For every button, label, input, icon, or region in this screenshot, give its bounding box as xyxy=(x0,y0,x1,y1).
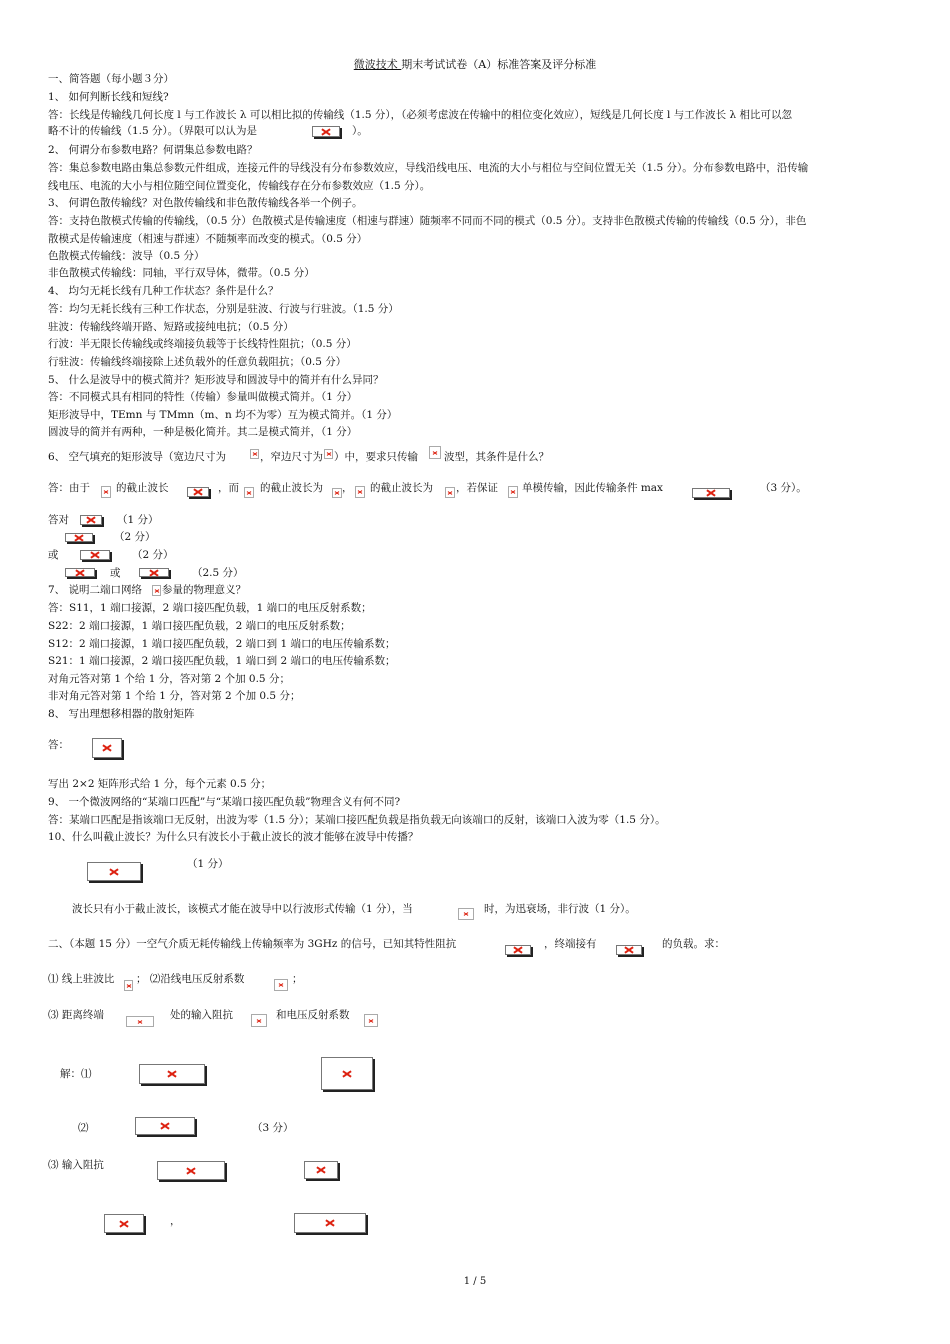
question-6: 6、 空气填充的矩形波导（宽边尺寸为 xyxy=(48,451,227,463)
formula-image xyxy=(251,1014,267,1027)
answer-text: 答：集总参数电路由集总参数元件组成，连接元件的导线没有分布参数效应，导线沿线电压、电流的大小与相位与空间位置无关（1.5 分）。分布参数电路中，沿传输 xyxy=(48,162,809,174)
formula-image xyxy=(505,945,531,955)
answer-text: 非对角元答对第 1 个给 1 分，答对第 2 个加 0.5 分； xyxy=(48,690,301,702)
score-text: （3 分） xyxy=(252,1122,294,1134)
formula-image xyxy=(304,1161,338,1179)
formula-image xyxy=(324,449,333,459)
answer-text: S21：1 端口接源，2 端口接匹配负载，1 端口到 2 端口的电压传输系数； xyxy=(48,655,396,667)
formula-image xyxy=(250,449,259,459)
formula-image xyxy=(355,486,365,498)
formula-image xyxy=(429,446,441,459)
section-2-text: 的负载。求： xyxy=(662,938,725,950)
answer-text: 驻波：传输线终端开路、短路或接纯电抗；（0.5 分） xyxy=(48,321,294,333)
formula-image xyxy=(312,126,340,137)
answer-text: 波长只有小于截止波长，该模式才能在波导中以行波形式传输（1 分），当 xyxy=(72,903,413,915)
formula-image xyxy=(152,585,161,596)
answer-text: ）。 xyxy=(352,125,368,137)
answer-text: 色散模式传输线：波导（0.5 分） xyxy=(48,250,205,262)
sub-question: ⑶ 距离终端 xyxy=(48,1009,104,1021)
formula-image xyxy=(274,979,288,991)
solution-label: ⑶ 输入阻抗 xyxy=(48,1159,104,1171)
question-7: 7、 说明二端口网络 xyxy=(48,584,143,596)
sub-question: ⑴ 线上驻波比 xyxy=(48,973,115,985)
formula-image xyxy=(139,568,169,577)
answer-text: 线电压、电流的大小与相位随空间位置变化，传输线存在分布参数效应（1.5 分）。 xyxy=(48,180,431,192)
question-1: 1、 如何判断长线和短线? xyxy=(48,91,169,103)
question-8: 8、 写出理想移相器的散射矩阵 xyxy=(48,708,195,720)
formula-image xyxy=(616,945,642,955)
answer-text: （3 分）。 xyxy=(760,482,807,494)
answer-text: 略不计的传输线（1.5 分）。（界限可以认为是 xyxy=(48,125,258,137)
answer-text: 的截止波长为 xyxy=(370,482,433,494)
question-2: 2、 何谓分布参数电路？何谓集总参数电路？ xyxy=(48,144,258,156)
formula-image xyxy=(445,487,455,498)
sub-question: ； xyxy=(292,973,303,985)
answer-text: ，若保证 xyxy=(456,482,498,494)
answer-text: （1 分） xyxy=(117,514,159,526)
formula-image xyxy=(157,1161,225,1180)
answer-text: S12：2 端口接源，1 端口接匹配负载，2 端口到 1 端口的电压传输系数； xyxy=(48,638,396,650)
answer-text: 行波：半无限长传输线或终端接负载等于长线特性阻抗；（0.5 分） xyxy=(48,338,357,350)
formula-image xyxy=(135,1117,195,1135)
question-5: 5、 什么是波导中的模式简并？矩形波导和圆波导中的简并有什么异同？ xyxy=(48,374,384,386)
formula-image xyxy=(126,1016,154,1027)
question-7-text: 参量的物理意义？ xyxy=(162,584,246,596)
formula-image xyxy=(244,487,254,498)
question-6-text: ，窄边尺寸为 xyxy=(260,451,323,463)
answer-text: 时，为迅衰场，非行波（1 分）。 xyxy=(484,903,636,915)
section-2-heading: 二、（本题 15 分）一空气介质无耗传输线上传输频率为 3GHz 的信号，已知其特性阻抗 xyxy=(48,938,457,950)
formula-image xyxy=(364,1014,378,1027)
question-6-text: 波型，其条件是什么？ xyxy=(444,451,549,463)
section-2-text: ，终端接有 xyxy=(544,938,597,950)
answer-text: 的截止波长 xyxy=(116,482,169,494)
formula-image xyxy=(124,980,133,991)
answer-text: 的截止波长为 xyxy=(260,482,323,494)
sub-question: 和电压反射系数 xyxy=(276,1009,350,1021)
sub-question: ； ⑵沿线电压反射系数 xyxy=(136,973,245,985)
answer-text: （2 分） xyxy=(114,531,156,543)
answer-text: 答：某端口匹配是指该端口无反射，出波为零（1.5 分）；某端口接匹配负载是指负载无向该端口的反射，该端口入波为零（1.5 分）。 xyxy=(48,814,666,826)
formula-image xyxy=(104,1214,144,1233)
document-title xyxy=(0,56,950,72)
question-10: 10、什么叫截止波长？为什么只有波长小于截止波长的波才能够在波导中传播？ xyxy=(48,831,419,843)
formula-image xyxy=(508,486,518,498)
formula-image xyxy=(187,487,209,497)
page-number: 1 / 5 xyxy=(463,1276,487,1287)
answer-text: 答对 xyxy=(48,514,69,526)
title-part2: 期末考试试卷（A）标准答案及评分标准 xyxy=(401,58,597,71)
answer-text: 或 xyxy=(48,549,59,561)
solution-label: ⑵ xyxy=(78,1122,89,1134)
answer-text: 对角元答对第 1 个给 1 分，答对第 2 个加 0.5 分； xyxy=(48,673,290,685)
formula-image xyxy=(332,488,342,498)
section-heading: 一、简答题（每小题３分） xyxy=(48,73,174,85)
answer-text: 答：均匀无耗长线有三种工作状态，分别是驻波、行波与行驻波。（1.5 分） xyxy=(48,303,399,315)
answer-text: 答： xyxy=(48,739,69,751)
formula-image xyxy=(65,568,95,577)
formula-image xyxy=(321,1057,373,1090)
question-3: 3、 何谓色散传输线？对色散传输线和非色散传输线各举一个例子。 xyxy=(48,197,363,209)
formula-image xyxy=(80,550,110,560)
formula-image xyxy=(87,862,141,881)
formula-image xyxy=(692,488,730,498)
title-part1: 微波技术 xyxy=(353,58,402,71)
answer-text: ，而 xyxy=(218,482,239,494)
question-6-text: ）中，要求只传输 xyxy=(334,451,418,463)
separator-comma: ， xyxy=(170,1215,181,1227)
answer-text: 矩形波导中，TEmn 与 TMmn（m、n 均不为零）互为模式简并。（1 分） xyxy=(48,409,398,421)
answer-text: （2 分） xyxy=(132,549,174,561)
solution-label: 解：⑴ xyxy=(60,1068,92,1080)
matrix-image xyxy=(92,738,122,758)
answer-text: 答：不同模式具有相同的特性（传输）参量叫做模式简并。（1 分） xyxy=(48,391,358,403)
formula-image xyxy=(65,533,93,542)
formula-image xyxy=(294,1213,366,1233)
answer-text: （2.5 分） xyxy=(192,567,244,579)
formula-image xyxy=(139,1064,205,1084)
answer-text: 答：S11，1 端口接源，2 端口接匹配负载，1 端口的电压反射系数； xyxy=(48,602,372,614)
answer-text: 写出 2×2 矩阵形式给 1 分，每个元素 0.5 分； xyxy=(48,778,272,790)
answer-text: 或 xyxy=(110,567,121,579)
answer-text: 单模传输，因此传输条件 max xyxy=(522,482,663,494)
answer-text: 圆波导的简并有两种，一种是极化简并。其二是模式简并，（1 分） xyxy=(48,426,358,438)
question-9: 9、 一个微波网络的“某端口匹配”与“某端口接匹配负载”物理含义有何不同? xyxy=(48,796,401,808)
answer-text: 答：长线是传输线几何长度 l 与工作波长 λ 可以相比拟的传输线（1.5 分），（必须考虑波在传输中的相位变化效应），短线是几何长度 l 与工作波长 λ 相比可以忽 xyxy=(48,109,793,121)
formula-image xyxy=(458,908,474,920)
formula-image xyxy=(101,486,111,498)
answer-text: 非色散模式传输线：同轴，平行双导体，微带。（0.5 分） xyxy=(48,267,315,279)
answer-text: 行驻波：传输线终端接除上述负载外的任意负载阻抗；（0.5 分） xyxy=(48,356,347,368)
answer-text: 答：由于 xyxy=(48,482,90,494)
formula-image xyxy=(80,515,102,525)
sub-question: 处的输入阻抗 xyxy=(170,1009,233,1021)
answer-text: ， xyxy=(342,482,353,494)
answer-text: 答：支持色散模式传输的传输线，（0.5 分）色散模式是传输速度（相速与群速）随频率不同而不同的模式（0.5 分）。支持非色散模式传输的传输线（0.5 分），非色 xyxy=(48,215,807,227)
answer-text: （1 分） xyxy=(187,858,229,870)
answer-text: 散模式是传输速度（相速与群速）不随频率而改变的模式。（0.5 分） xyxy=(48,233,368,245)
answer-text: S22：2 端口接源，1 端口接匹配负载，2 端口的电压反射系数； xyxy=(48,620,351,632)
question-4: 4、 均匀无耗长线有几种工作状态？条件是什么？ xyxy=(48,285,279,297)
